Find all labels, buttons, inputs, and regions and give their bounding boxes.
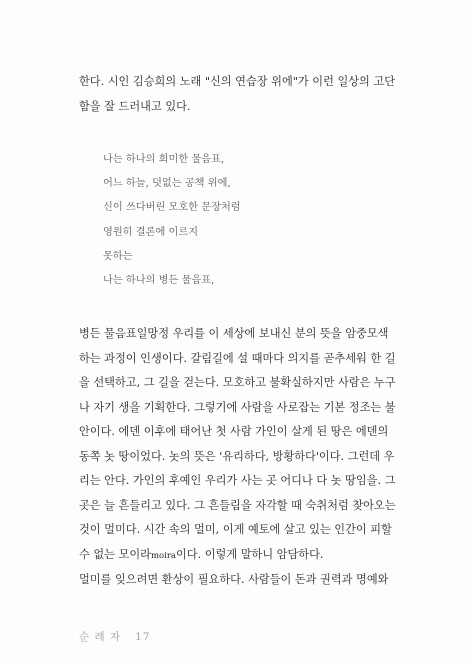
text-line: 을 선택하고, 그 길을 걷는다. 모호하고 불확실하지만 사람은 누구 [79, 376, 396, 390]
poem-line: 어느 하늘, 덧없는 공책 위에, [103, 178, 231, 190]
paragraph-1 [79, 70, 401, 119]
text-run: 이다. 이렇게 말하니 암담하다. [176, 547, 324, 561]
text-line: 안이다. 에덴 이후에 태어난 첫 사람 가인이 살게 된 땅은 에덴의 [79, 425, 389, 439]
poem-line: 신이 쓰다버린 모호한 문장처럼 [103, 202, 241, 214]
text-line: 함을 잘 드러내고 있다. [79, 99, 191, 113]
poem-line: 못하는 [103, 250, 133, 262]
page-body [79, 70, 401, 593]
poem-quote [103, 148, 401, 293]
text-line: 하는 과정이 인생이다. 갈림길에 설 때마다 의지를 곧추세워 한 길 [79, 351, 396, 365]
foreign-term: moira [150, 550, 176, 561]
text-line: 멀미를 잊으려면 환상이 필요하다. 사람들이 돈과 권력과 명예와 [79, 573, 389, 587]
text-line: 나 자기 생을 기획한다. 그렇기에 사람을 사로잡는 기본 정조는 불 [79, 400, 396, 414]
text-line: 리는 안다. 가인의 후예인 우리가 사는 곳 어디나 다 놋 땅임을. 그 [79, 474, 396, 488]
text-line: 것이 멀미다. 시간 속의 멀미, 이게 예토에 살고 있는 인간이 피할 [79, 523, 392, 537]
running-title: 순 례 자 [79, 631, 122, 643]
page-number: 17 [135, 631, 151, 643]
paragraph-3 [79, 568, 401, 593]
paragraph-2 [79, 322, 401, 568]
text-run: 수 없는 모이라 [79, 547, 151, 561]
poem-line: 나는 하나의 희미한 물음표, [103, 154, 225, 165]
text-line: 동쪽 놋 땅이었다. 놋의 뜻은 '유리하다, 방황하다'이다. 그런데 우 [79, 449, 395, 463]
text-line [79, 543, 401, 569]
text-line: 병든 물음표일망정 우리를 이 세상에 보내신 분의 뜻을 암중모색 [79, 327, 389, 341]
page-footer [79, 629, 150, 644]
text-line: 곳은 늘 흔들리고 있다. 그 흔들림을 자각할 때 숙취처럼 찾아오는 [79, 498, 396, 512]
text-line: 한다. 시인 김승희의 노래 "신의 연습장 위에"가 이런 일상의 고단 [79, 75, 396, 88]
poem-line: 나는 하나의 병든 물음표, [103, 275, 215, 287]
poem-line: 영원히 결론에 이르지 [103, 226, 199, 238]
